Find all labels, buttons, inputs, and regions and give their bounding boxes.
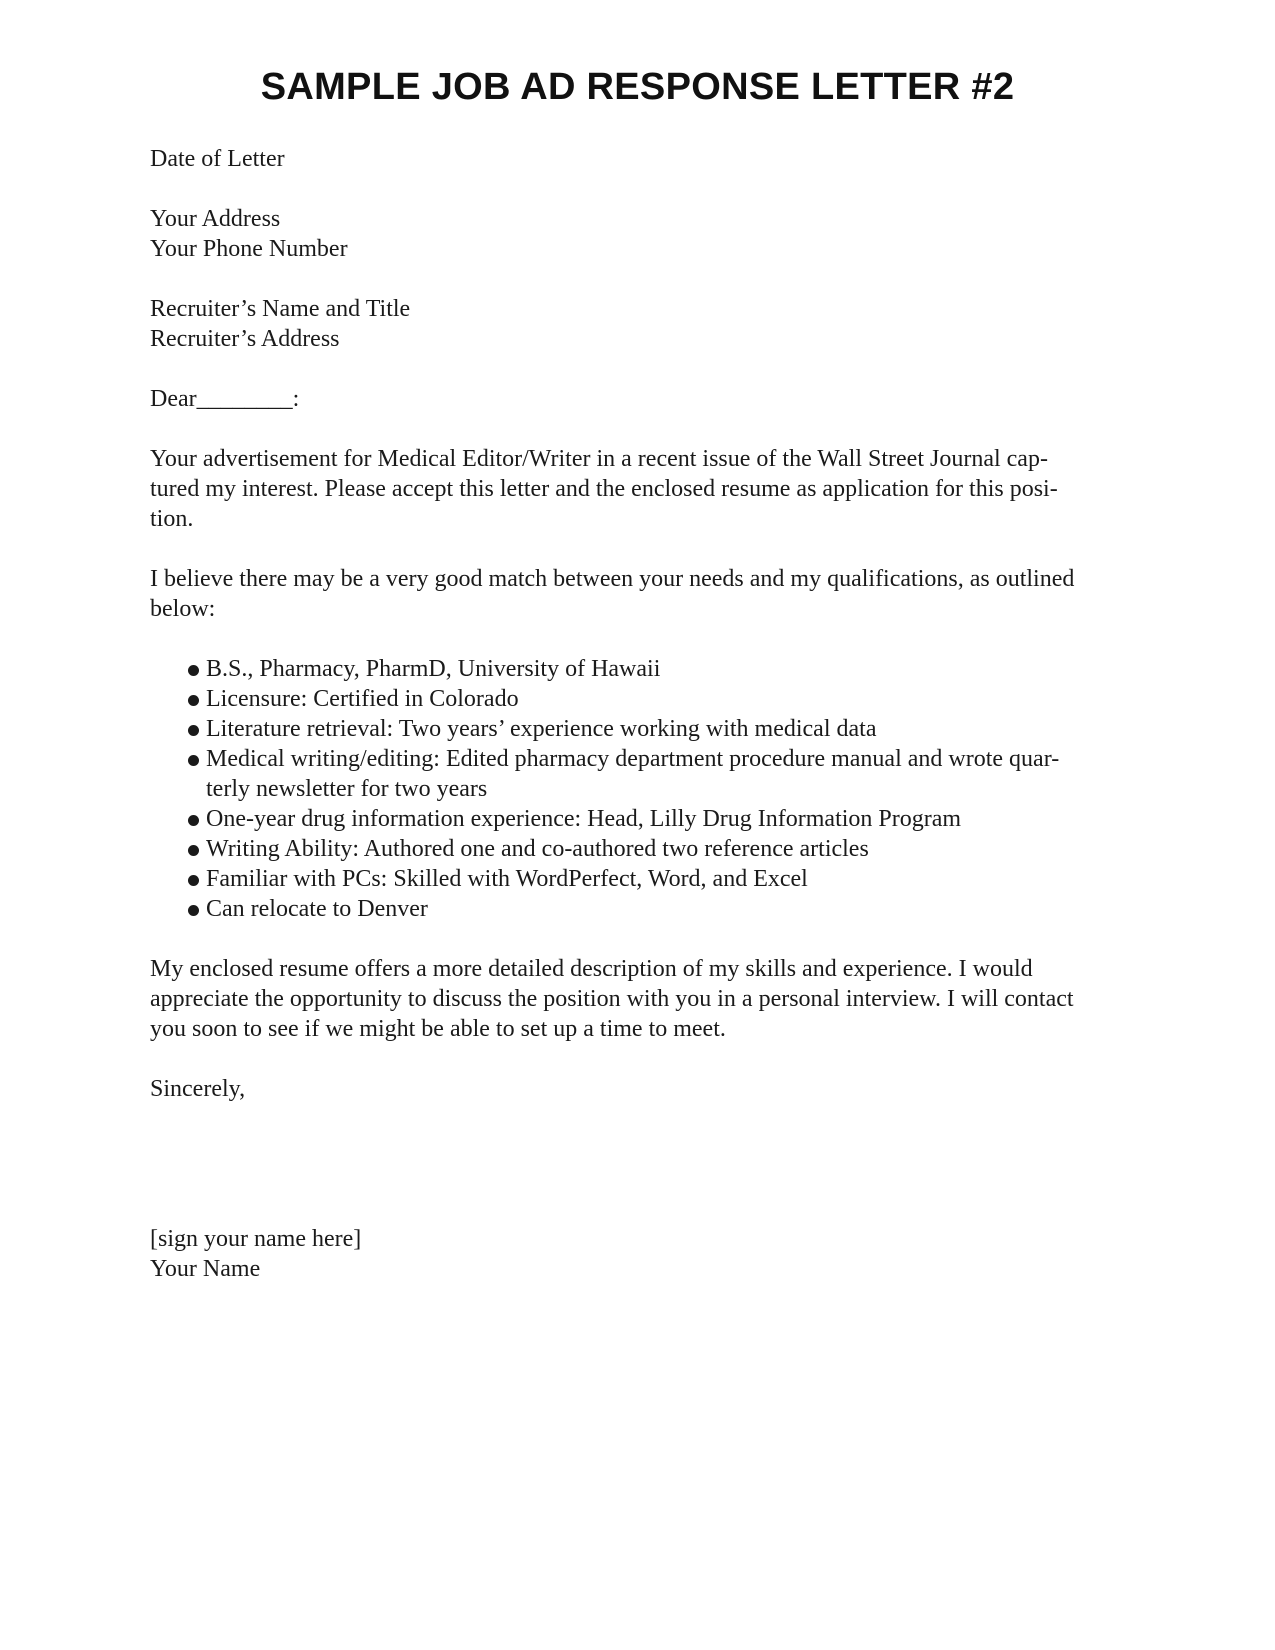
sender-block (150, 204, 1125, 264)
list-item-text: Licensure: Certified in Colorado (206, 686, 519, 712)
list-item-text: Medical writing/editing: Edited pharmacy department procedure manual and wrote quar- (206, 746, 1060, 772)
list-item-text: One-year drug information experience: Head, Lilly Drug Information Program (206, 806, 962, 832)
sender-phone: Your Phone Number (150, 236, 348, 262)
signature-space (150, 1104, 1125, 1224)
bullet-icon (188, 755, 199, 766)
bullet-icon (188, 695, 199, 706)
bullet-icon (188, 725, 199, 736)
paragraph-line: appreciate the opportunity to discuss the position with you in a personal interview. I will contact (150, 986, 1074, 1012)
signer-name: Your Name (150, 1256, 261, 1282)
spacer (150, 924, 1125, 954)
recruiter-name-title: Recruiter’s Name and Title (150, 296, 411, 322)
salutation: Dear________: (150, 386, 300, 412)
paragraph-line: tured my interest. Please accept this letter and the enclosed resume as application for this posi- (150, 476, 1058, 502)
list-item (188, 894, 1125, 924)
paragraph-line: My enclosed resume offers a more detailed description of my skills and experience. I would (150, 956, 1033, 982)
bullet-icon (188, 815, 199, 826)
match-paragraph (150, 564, 1125, 624)
intro-paragraph (150, 444, 1125, 534)
list-item (188, 864, 1125, 894)
page-title: SAMPLE JOB AD RESPONSE LETTER #2 (260, 66, 1015, 108)
bullet-icon (188, 665, 199, 676)
bullet-icon (188, 905, 199, 916)
sender-address: Your Address (150, 206, 281, 232)
list-item (188, 684, 1125, 714)
bullet-icon (188, 845, 199, 856)
paragraph-line: below: (150, 596, 216, 622)
spacer (150, 624, 1125, 654)
paragraph-line: you soon to see if we might be able to set up a time to meet. (150, 1016, 726, 1042)
paragraph-line: Your advertisement for Medical Editor/Writer in a recent issue of the Wall Street Journal cap- (150, 446, 1048, 472)
list-item (188, 744, 1125, 804)
signature-block (150, 1224, 1125, 1284)
bullet-icon (188, 875, 199, 886)
spacer (150, 1044, 1125, 1074)
recruiter-address: Recruiter’s Address (150, 326, 340, 352)
list-item (188, 804, 1125, 834)
list-item (188, 654, 1125, 684)
paragraph-line: I believe there may be a very good match between your needs and my qualifications, as outlined (150, 566, 1075, 592)
closing: Sincerely, (150, 1076, 246, 1102)
list-item-text: Literature retrieval: Two years’ experience working with medical data (206, 716, 877, 742)
paragraph-line: tion. (150, 506, 194, 532)
qualifications-list (150, 654, 1125, 924)
list-item-text: Writing Ability: Authored one and co-authored two reference articles (206, 836, 869, 862)
closing-paragraph (150, 954, 1125, 1044)
spacer (150, 534, 1125, 564)
list-item (188, 714, 1125, 744)
spacer (150, 174, 1125, 204)
letter-body (150, 144, 1125, 1284)
recipient-block (150, 294, 1125, 354)
spacer (150, 414, 1125, 444)
date-line: Date of Letter (150, 146, 285, 172)
list-item-text-continued: terly newsletter for two years (206, 776, 488, 802)
list-item-text: Familiar with PCs: Skilled with WordPerfect, Word, and Excel (206, 866, 808, 892)
list-item-text: Can relocate to Denver (206, 896, 428, 922)
spacer (150, 354, 1125, 384)
signature-placeholder: [sign your name here] (150, 1226, 362, 1252)
list-item (188, 834, 1125, 864)
list-item-text: B.S., Pharmacy, PharmD, University of Hawaii (206, 656, 661, 682)
spacer (150, 264, 1125, 294)
